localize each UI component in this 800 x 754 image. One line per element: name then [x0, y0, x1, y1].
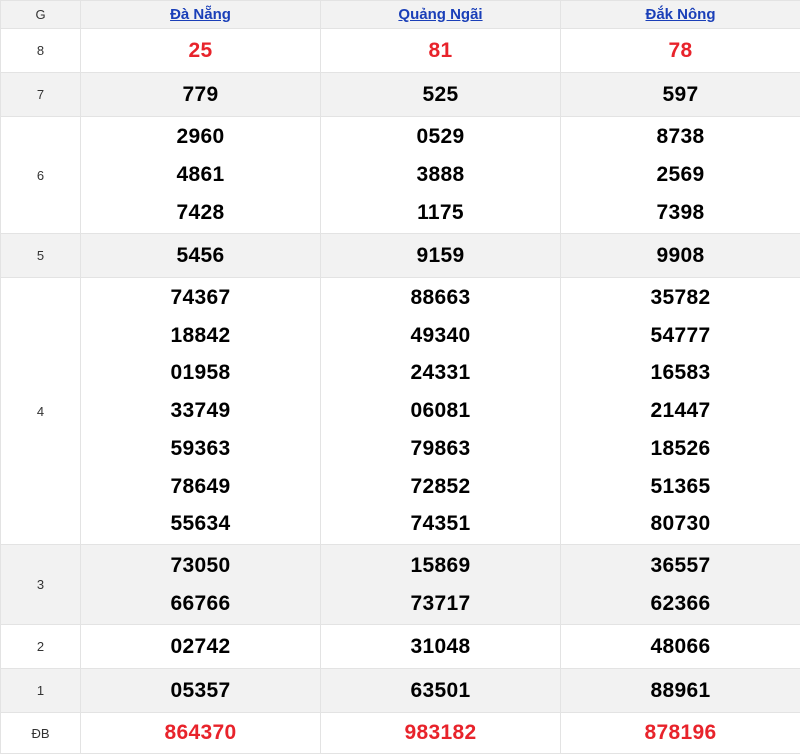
result-cell-quang-ngai: [321, 278, 561, 545]
result-number: 63501: [321, 672, 560, 710]
province-link-da-nang[interactable]: Đà Nẵng: [170, 6, 231, 23]
result-number: 78: [561, 32, 800, 70]
prize-row: [1, 29, 800, 73]
result-number: 18526: [561, 430, 800, 468]
result-number: 81: [321, 32, 560, 70]
result-cell-dak-nong: [561, 713, 800, 754]
result-number: 2569: [561, 156, 800, 194]
result-cell-dak-nong: [561, 669, 800, 713]
province-link-dak-nong[interactable]: Đắk Nông: [645, 6, 715, 23]
result-cell-dak-nong: [561, 625, 800, 669]
result-number: 5456: [81, 237, 320, 275]
result-number: 16583: [561, 354, 800, 392]
result-cell-da-nang: [81, 545, 321, 625]
result-number: 18842: [81, 317, 320, 355]
result-cell-da-nang: [81, 73, 321, 117]
result-number: 24331: [321, 354, 560, 392]
result-number: 9159: [321, 237, 560, 275]
prize-column-header: G: [1, 1, 81, 29]
result-number: 78649: [81, 468, 320, 506]
result-number: 4861: [81, 156, 320, 194]
result-number: 79863: [321, 430, 560, 468]
result-number: 33749: [81, 392, 320, 430]
result-cell-dak-nong: [561, 73, 800, 117]
result-cell-dak-nong: [561, 278, 800, 545]
result-number: 36557: [561, 547, 800, 585]
result-number: 49340: [321, 317, 560, 355]
result-number: 2960: [81, 118, 320, 156]
header-row: [1, 1, 800, 29]
prize-row: [1, 73, 800, 117]
result-number: 779: [81, 76, 320, 114]
result-cell-da-nang: [81, 278, 321, 545]
result-cell-quang-ngai: [321, 117, 561, 234]
prize-row: [1, 669, 800, 713]
result-number: 73050: [81, 547, 320, 585]
prize-row: [1, 545, 800, 625]
province-link-quang-ngai[interactable]: Quảng Ngãi: [398, 6, 482, 23]
result-number: 88663: [321, 279, 560, 317]
result-cell-dak-nong: [561, 234, 800, 278]
result-number: 72852: [321, 468, 560, 506]
prize-label: 8: [1, 29, 81, 73]
result-cell-da-nang: [81, 713, 321, 754]
result-cell-quang-ngai: [321, 234, 561, 278]
result-number: 7428: [81, 194, 320, 232]
result-number: 864370: [81, 714, 320, 752]
prize-row: [1, 234, 800, 278]
prize-label: ĐB: [1, 713, 81, 754]
result-number: 3888: [321, 156, 560, 194]
prize-label: 6: [1, 117, 81, 234]
result-number: 55634: [81, 505, 320, 543]
province-header-quang-ngai: [321, 1, 561, 29]
result-number: 66766: [81, 585, 320, 623]
result-number: 01958: [81, 354, 320, 392]
result-cell-quang-ngai: [321, 669, 561, 713]
result-cell-quang-ngai: [321, 73, 561, 117]
prize-label: 5: [1, 234, 81, 278]
result-cell-da-nang: [81, 625, 321, 669]
result-cell-da-nang: [81, 117, 321, 234]
result-number: 31048: [321, 628, 560, 666]
result-number: 05357: [81, 672, 320, 710]
result-number: 74367: [81, 279, 320, 317]
result-number: 48066: [561, 628, 800, 666]
result-number: 9908: [561, 237, 800, 275]
prize-row: [1, 117, 800, 234]
prize-label: 3: [1, 545, 81, 625]
result-number: 1175: [321, 194, 560, 232]
province-header-dak-nong: [561, 1, 800, 29]
result-cell-quang-ngai: [321, 29, 561, 73]
result-number: 88961: [561, 672, 800, 710]
result-number: 21447: [561, 392, 800, 430]
result-number: 15869: [321, 547, 560, 585]
result-number: 02742: [81, 628, 320, 666]
prize-row: [1, 713, 800, 754]
result-number: 7398: [561, 194, 800, 232]
result-cell-quang-ngai: [321, 713, 561, 754]
result-number: 51365: [561, 468, 800, 506]
prize-label: 2: [1, 625, 81, 669]
prize-label: 1: [1, 669, 81, 713]
result-cell-da-nang: [81, 669, 321, 713]
result-number: 25: [81, 32, 320, 70]
result-cell-dak-nong: [561, 29, 800, 73]
prize-row: [1, 625, 800, 669]
result-number: 06081: [321, 392, 560, 430]
result-number: 59363: [81, 430, 320, 468]
result-number: 73717: [321, 585, 560, 623]
result-number: 878196: [561, 714, 800, 752]
result-cell-dak-nong: [561, 545, 800, 625]
result-number: 8738: [561, 118, 800, 156]
province-header-da-nang: [81, 1, 321, 29]
result-cell-quang-ngai: [321, 625, 561, 669]
result-cell-dak-nong: [561, 117, 800, 234]
result-number: 0529: [321, 118, 560, 156]
result-number: 62366: [561, 585, 800, 623]
result-cell-quang-ngai: [321, 545, 561, 625]
prize-label: 7: [1, 73, 81, 117]
result-cell-da-nang: [81, 29, 321, 73]
result-number: 525: [321, 76, 560, 114]
result-number: 35782: [561, 279, 800, 317]
result-number: 54777: [561, 317, 800, 355]
prize-row: [1, 278, 800, 545]
result-cell-da-nang: [81, 234, 321, 278]
result-number: 983182: [321, 714, 560, 752]
result-number: 597: [561, 76, 800, 114]
result-number: 74351: [321, 505, 560, 543]
prize-label: 4: [1, 278, 81, 545]
result-number: 80730: [561, 505, 800, 543]
